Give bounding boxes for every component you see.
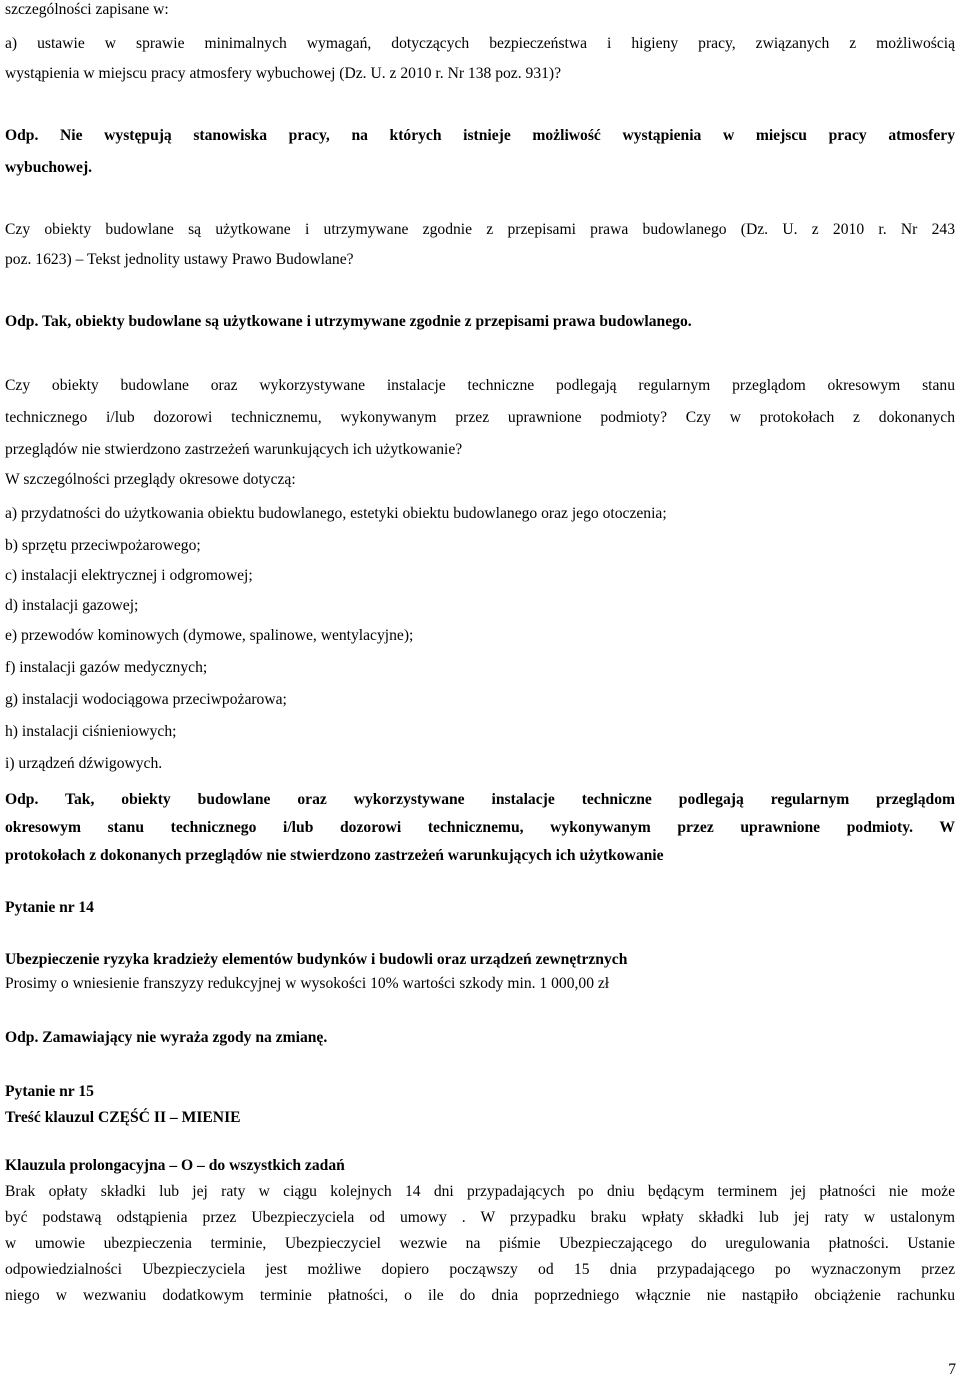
list-item: b) sprzętu przeciwpożarowego; xyxy=(5,537,201,554)
text-line: być podstawą odstąpienia przez Ubezpieczyciela od umowy . W przypadku braku wpłaty składki lub jej raty w ustalonym xyxy=(5,1209,955,1226)
answer-line: Odp. Tak, obiekty budowlane są użytkowane i utrzymywane zgodnie z przepisami prawa budowlanego. xyxy=(5,313,692,330)
answer-line: protokołach z dokonanych przeglądów nie stwierdzono zastrzeżeń warunkujących ich użytkowanie xyxy=(5,847,664,864)
list-item: g) instalacji wodociągowa przeciwpożarowa; xyxy=(5,691,287,708)
list-item: d) instalacji gazowej; xyxy=(5,597,139,614)
text-line: w umowie ubezpieczenia terminie, Ubezpieczyciel wezwie na piśmie Ubezpieczającego do uregulowania płatności. Ustanie xyxy=(5,1235,955,1252)
text-line: Prosimy o wniesienie franszyzy redukcyjnej w wysokości 10% wartości szkody min. 1 000,00 zł xyxy=(5,975,610,992)
text-line: szczególności zapisane w: xyxy=(5,1,169,18)
answer-line: wybuchowej. xyxy=(5,159,93,176)
answer-line: okresowym stanu technicznego i/lub dozorowi technicznemu, wykonywanym przez uprawnione podmioty. W xyxy=(5,819,955,836)
answer-line: Odp. Nie występują stanowiska pracy, na których istnieje możliwość wystąpienia w miejscu pracy atmosfery xyxy=(5,127,955,144)
answer-line: Odp. Zamawiający nie wyraża zgody na zmianę. xyxy=(5,1029,328,1046)
question-line: poz. 1623) – Tekst jednolity ustawy Prawo Budowlane? xyxy=(5,251,354,268)
answer-line: Odp. Tak, obiekty budowlane oraz wykorzystywane instalacje techniczne podlegają regularnym przeglądom xyxy=(5,791,955,808)
question-line: technicznego i/lub dozorowi technicznemu, wykonywanym przez uprawnione podmioty? Czy w protokołach z dokonanych xyxy=(5,409,955,426)
list-item: e) przewodów kominowych (dymowe, spalinowe, wentylacyjne); xyxy=(5,627,414,644)
text-line: niego w wezwaniu dodatkowym terminie płatności, o ile do dnia poprzedniego włącznie nie nastąpiło obciążenie rachunku xyxy=(5,1287,955,1304)
list-item: c) instalacji elektrycznej i odgromowej; xyxy=(5,567,253,584)
question-line: Czy obiekty budowlane oraz wykorzystywane instalacje techniczne podlegają regularnym przeglądom okresowym stanu xyxy=(5,377,955,394)
text-line: odpowiedzialności Ubezpieczyciela jest możliwe dopiero począwszy od 15 dnia przypadającego po wyznaczonym przez xyxy=(5,1261,955,1278)
list-item: a) przydatności do użytkowania obiektu budowlanego, estetyki obiektu budowlanego oraz jego otoczenia; xyxy=(5,505,667,522)
page-number: 7 xyxy=(948,1361,956,1378)
text-line: a) ustawie w sprawie minimalnych wymagań, dotyczących bezpieczeństwa i higieny pracy, związanych z możliwością xyxy=(5,35,955,52)
list-item: h) instalacji ciśnieniowych; xyxy=(5,723,177,740)
subheading: Ubezpieczenie ryzyka kradzieży elementów budynków i budowli oraz urządzeń zewnętrznych xyxy=(5,951,628,968)
subheading: Treść klauzul CZĘŚĆ II – MIENIE xyxy=(5,1109,241,1126)
text-line: wystąpienia w miejscu pracy atmosfery wybuchowej (Dz. U. z 2010 r. Nr 138 poz. 931)? xyxy=(5,65,562,82)
question-line: przeglądów nie stwierdzono zastrzeżeń warunkujących ich użytkowanie? xyxy=(5,441,463,458)
text-line: Brak opłaty składki lub jej raty w ciągu kolejnych 14 dni przypadających po dniu będącym terminem jej płatności nie może xyxy=(5,1183,955,1200)
section-heading: Pytanie nr 14 xyxy=(5,899,94,916)
section-heading: Pytanie nr 15 xyxy=(5,1083,94,1100)
clause-heading: Klauzula prolongacyjna – O – do wszystkich zadań xyxy=(5,1157,345,1174)
list-item: i) urządzeń dźwigowych. xyxy=(5,755,163,772)
text-line: W szczególności przeglądy okresowe dotyczą: xyxy=(5,471,296,488)
question-line: Czy obiekty budowlane są użytkowane i utrzymywane zgodnie z przepisami prawa budowlanego (Dz. U. z 2010 r. Nr 243 xyxy=(5,221,955,238)
list-item: f) instalacji gazów medycznych; xyxy=(5,659,208,676)
